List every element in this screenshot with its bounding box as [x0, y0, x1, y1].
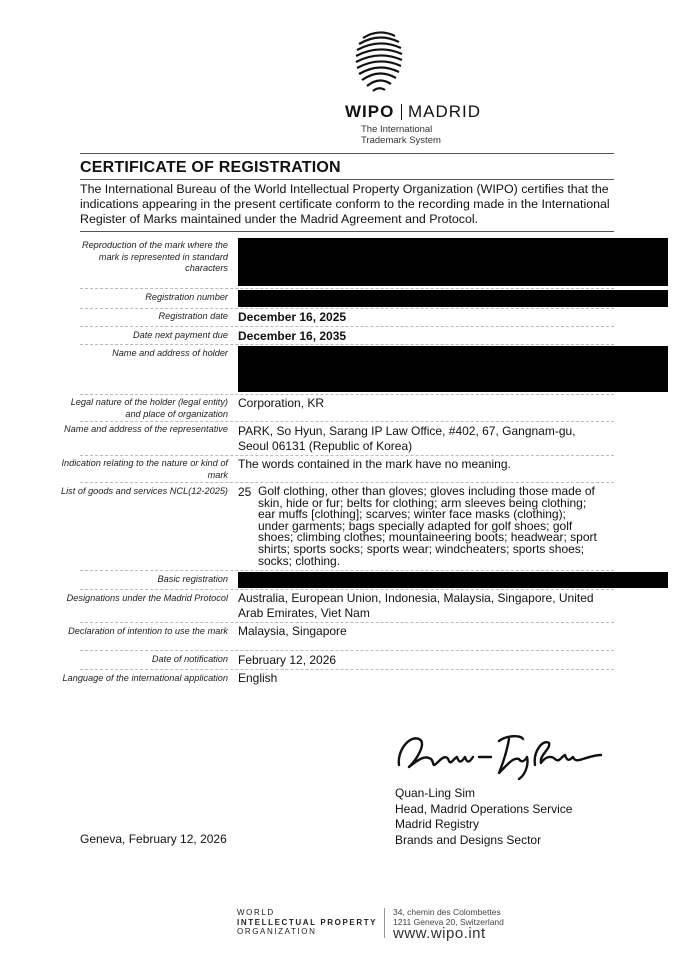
- registration-date-value: December 16, 2025: [238, 310, 347, 324]
- row-divider: [80, 455, 614, 456]
- logo-wipo-text: WIPO: [345, 102, 395, 121]
- nature-indication-label: Indication relating to the nature or kind of mark: [61, 458, 228, 480]
- redacted-basic-registration: [238, 572, 668, 588]
- divider: [80, 179, 614, 180]
- footer-website-link[interactable]: www.wipo.int: [393, 925, 486, 942]
- wipo-madrid-logo: [0, 28, 680, 148]
- handwritten-signature: [395, 725, 605, 780]
- goods-class-number: 25: [238, 485, 252, 499]
- goods-line: ear muffs [clothing]; scarves; winter face masks (clothing);: [258, 507, 566, 522]
- certificate-title: CERTIFICATE OF REGISTRATION: [80, 159, 341, 176]
- footer-org-line1: WORLD: [237, 908, 275, 917]
- language-label: Language of the international application: [62, 673, 228, 683]
- row-divider: [80, 394, 614, 395]
- representative-line2: Seoul 06131 (Republic of Korea): [238, 438, 413, 453]
- nature-indication-value: The words contained in the mark have no meaning.: [238, 457, 511, 471]
- footer-org-line3: ORGANIZATION: [237, 927, 317, 936]
- basic-registration-label: Basic registration: [157, 574, 228, 584]
- row-divider: [80, 421, 614, 422]
- row-divider: [80, 570, 614, 571]
- designations-line1: Australia, European Union, Indonesia, Malaysia, Singapore, United: [238, 591, 594, 605]
- row-divider: [80, 326, 614, 327]
- next-payment-value: December 16, 2035: [238, 329, 347, 343]
- designations-value: [238, 591, 618, 620]
- row-divider: [80, 482, 614, 483]
- goods-line: under garments; bags specially adapted for golf shoes; golf: [258, 518, 573, 533]
- signatory-title: Head, Madrid Operations Service: [395, 801, 573, 816]
- language-value: English: [238, 671, 278, 685]
- logo-divider: [401, 104, 402, 120]
- representative-value: [238, 424, 618, 453]
- footer-divider: [384, 908, 385, 938]
- logo-subtitle-line2: Trademark System: [361, 135, 441, 146]
- goods-line: shirts; sports socks; sports wear; windcheaters; sports shoes;: [258, 541, 585, 556]
- row-divider: [80, 288, 614, 289]
- registration-number-label: Registration number: [145, 292, 228, 302]
- logo-subtitle: [361, 124, 441, 146]
- reproduction-label: Reproduction of the mark where the mark is represented in standard characters: [81, 240, 228, 273]
- goods-line: Golf clothing, other than gloves; gloves including those made of: [258, 484, 595, 498]
- row-divider: [80, 650, 614, 651]
- footer-address-line2: 1211 Geneva 20, Switzerland: [393, 916, 504, 927]
- divider: [80, 231, 614, 232]
- row-divider: [80, 344, 614, 345]
- goods-line: shoes; climbing clothes; mountaineering boots; headwear; sport: [258, 530, 597, 545]
- representative-line1: PARK, So Hyun, Sarang IP Law Office, #402, 67, Gangnam-gu,: [238, 424, 576, 438]
- redacted-registration-number: [238, 290, 668, 307]
- notification-value: February 12, 2026: [238, 653, 337, 667]
- representative-label: Name and address of the representative: [64, 424, 228, 434]
- goods-line: socks; clothing.: [258, 553, 341, 568]
- certificate-intro: The International Bureau of the World Intellectual Property Organization (WIPO) certifies that the indications appearing in the present certificate conform to the recording made in the International Register of Marks maintained under the Madrid Agreement and Protocol.: [80, 182, 610, 226]
- goods-line: skin, hide or fur; belts for clothing; arm sleeves being clothing;: [258, 495, 587, 510]
- footer-organization: [237, 908, 377, 937]
- signatory-block: [395, 786, 572, 848]
- intention-value: Malaysia, Singapore: [238, 624, 347, 638]
- footer-org-line2: INTELLECTUAL PROPERTY: [237, 917, 378, 927]
- legal-nature-label: Legal nature of the holder (legal entity) and place of organization: [70, 397, 228, 419]
- redacted-holder: [238, 346, 668, 392]
- signatory-name: Quan-Ling Sim: [395, 786, 476, 800]
- next-payment-label: Date next payment due: [133, 330, 228, 340]
- footer-address-line1: 34, chemin des Colombettes: [393, 907, 501, 917]
- intention-label: Declaration of intention to use the mark: [68, 626, 228, 636]
- logo-subtitle-line1: The International: [361, 124, 433, 135]
- divider: [80, 153, 614, 154]
- holder-label: Name and address of holder: [112, 348, 228, 358]
- registration-date-label: Registration date: [158, 311, 228, 321]
- row-divider: [80, 669, 614, 670]
- redacted-mark: [238, 238, 668, 286]
- designations-line2: Arab Emirates, Viet Nam: [238, 605, 370, 620]
- designations-label: Designations under the Madrid Protocol: [66, 593, 228, 603]
- notification-label: Date of notification: [151, 654, 228, 664]
- row-divider: [80, 308, 614, 309]
- wipo-globe-icon: [353, 30, 405, 100]
- signatory-sector: Brands and Designs Sector: [395, 832, 542, 847]
- row-divider: [80, 622, 614, 623]
- logo-madrid-text: MADRID: [408, 102, 482, 121]
- goods-list: [258, 486, 620, 567]
- signatory-department: Madrid Registry: [395, 817, 480, 831]
- row-divider: [80, 589, 614, 590]
- legal-nature-value: Corporation, KR: [238, 396, 325, 410]
- place-and-date: Geneva, February 12, 2026: [80, 832, 227, 846]
- goods-label: List of goods and services NCL(12-2025): [61, 486, 228, 496]
